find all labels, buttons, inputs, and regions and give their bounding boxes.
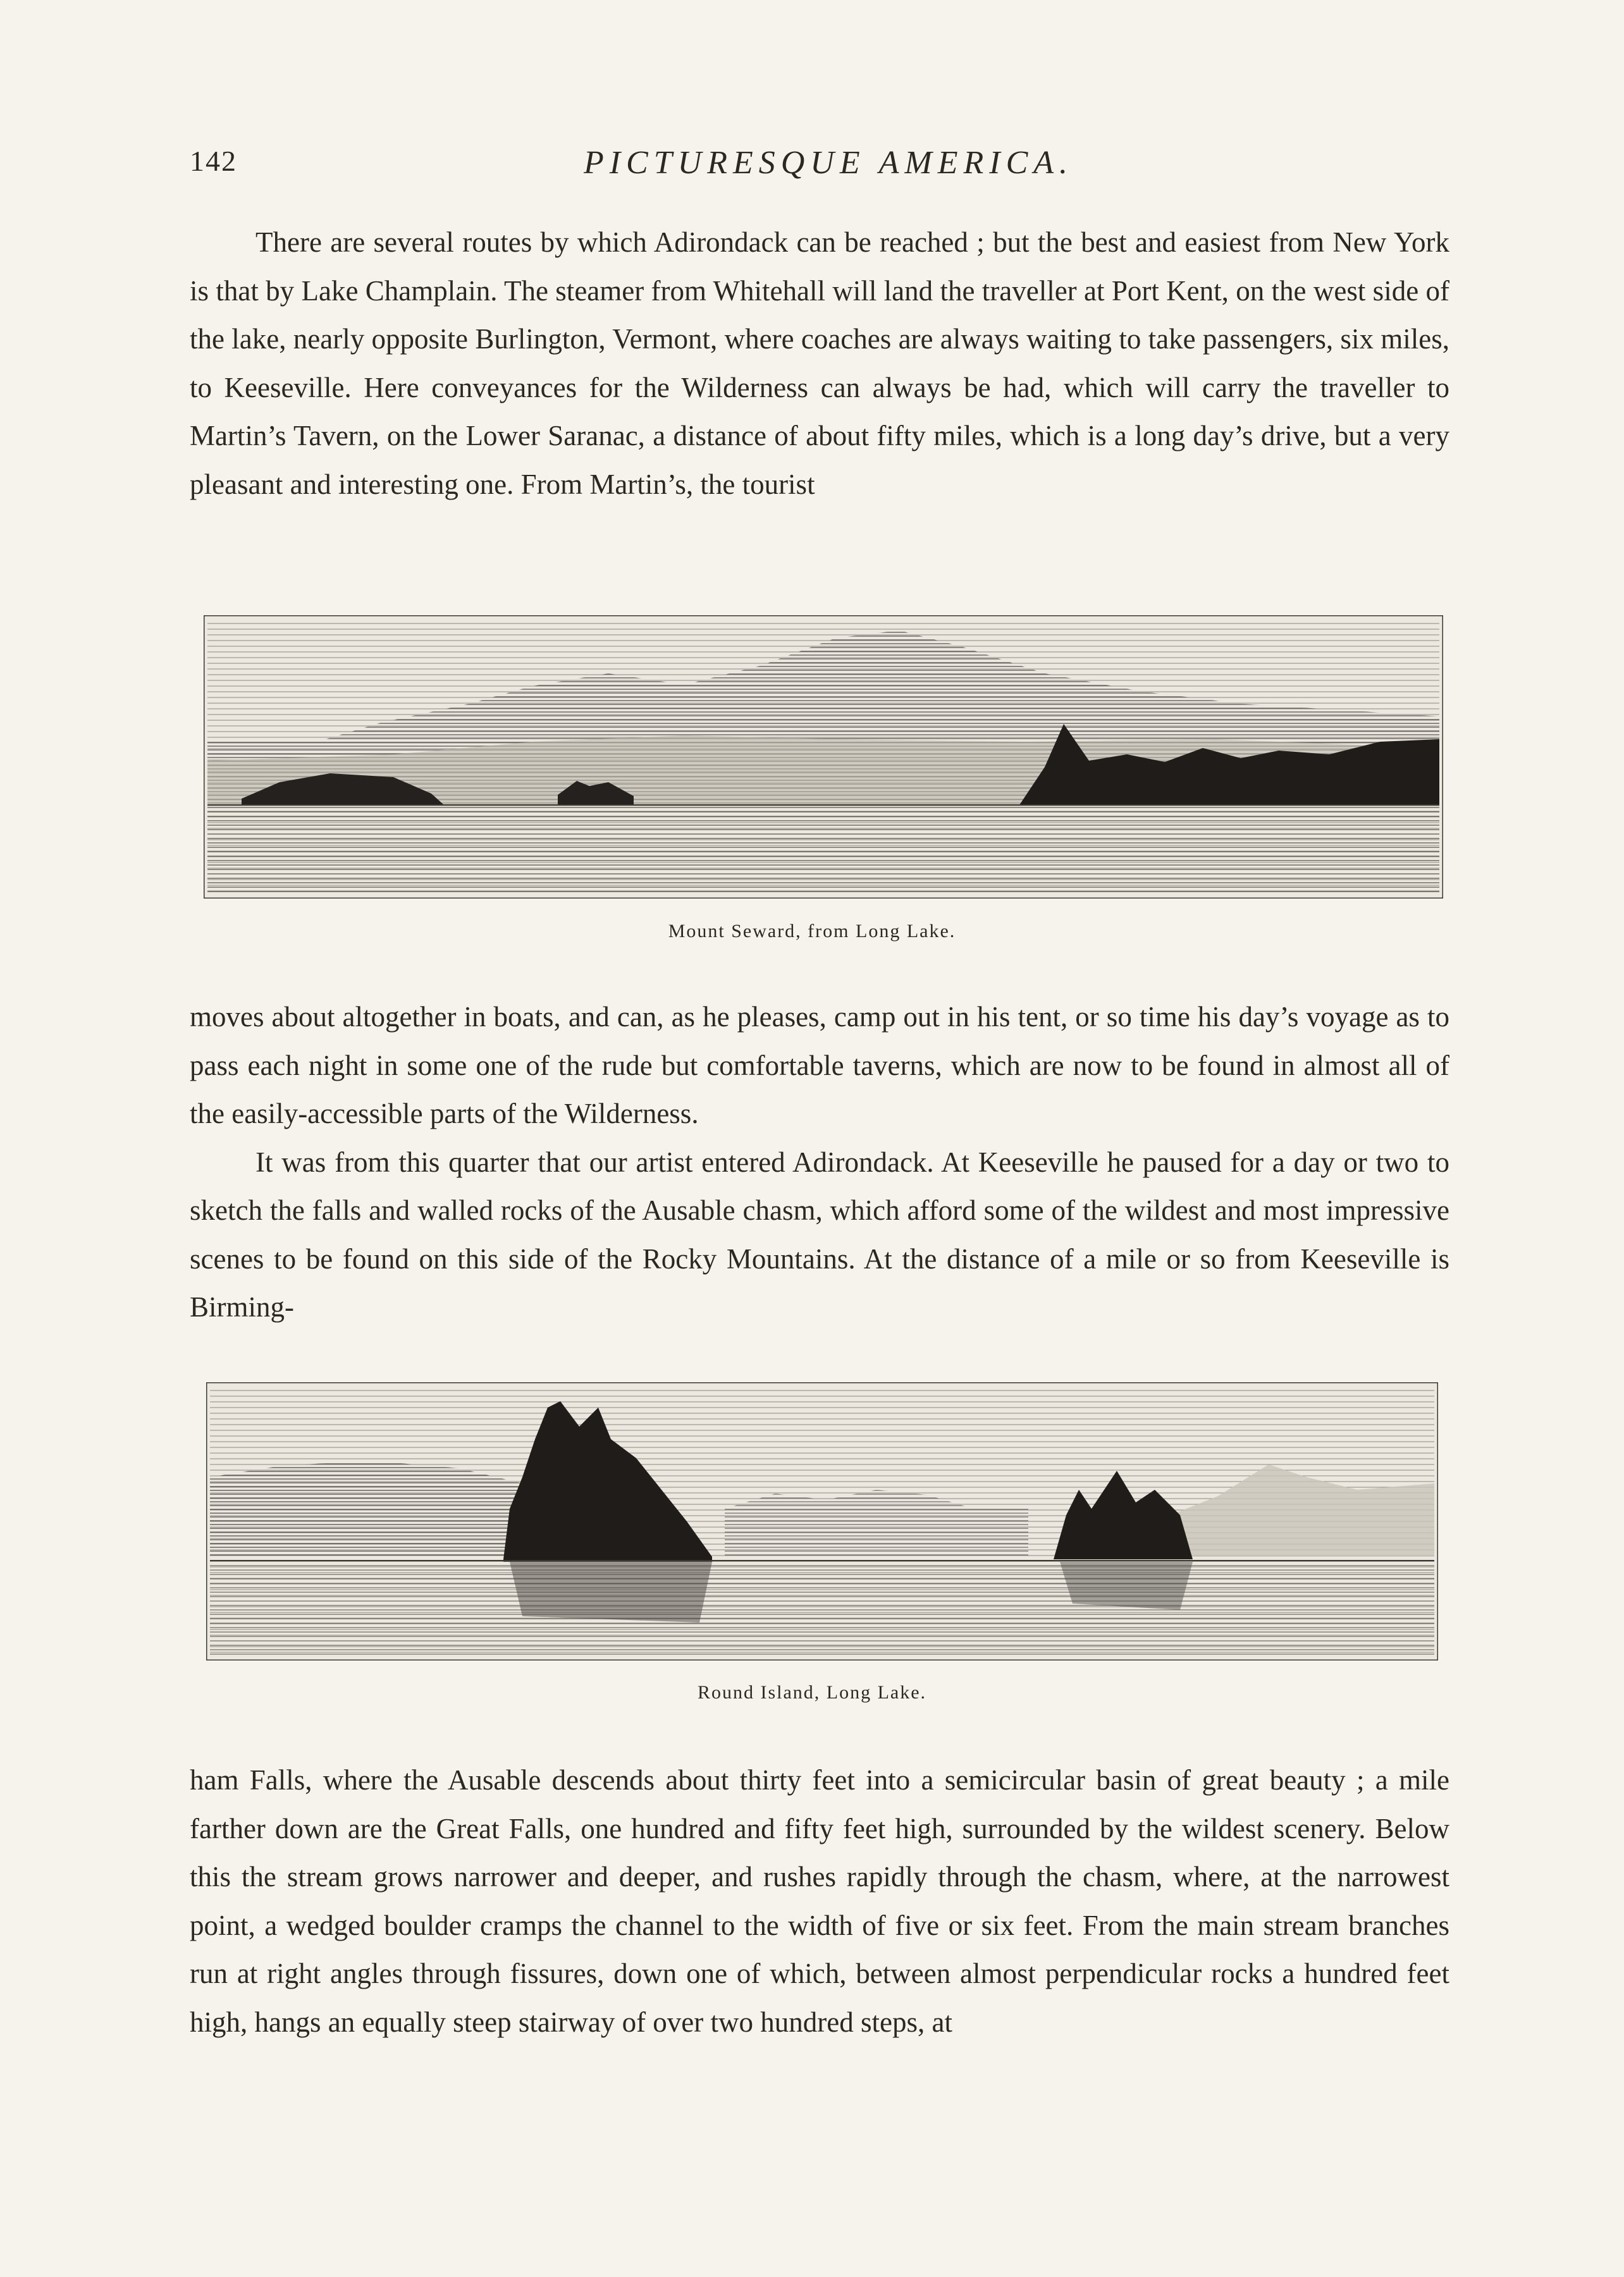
engraving-round-island [206, 1382, 1438, 1660]
paragraph-1: There are several routes by which Adirondack can be reached ; but the best and easiest from New York is that by Lake Champlain. The steamer from Whitehall will land the traveller at Port Kent, on the west side of the lake, nearly opposite Burlington, Vermont, where coaches are always waiting to take passengers, six miles, to Keeseville. Here conveyances for the Wilderness can always be had, which will carry the traveller to Martin’s Tavern, on the Lower Saranac, a distance of about fifty miles, which is a long day’s drive, but a very pleasant and interesting one. From Martin’s, the tourist [190, 226, 1449, 500]
text-block-1 [190, 218, 1449, 508]
paragraph-3: It was from this quarter that our artist entered Adirondack. At Keeseville he paused for a day or two to sketch the falls and walled rocks of the Ausable chasm, which afford some of the wildest and most impressive scenes to be found on this side of the Rocky Mountains. At the distance of a mile or so from Keeseville is Birming- [190, 1146, 1449, 1323]
caption-mount-seward: Mount Seward, from Long Lake. [668, 921, 956, 942]
page-header [190, 144, 1467, 188]
caption-round-island: Round Island, Long Lake. [697, 1682, 927, 1703]
paragraph-2: moves about altogether in boats, and can, as he pleases, camp out in his tent, or so time his day’s voyage as to pass each night in some one of the rude but comfortable taverns, which are now to be found in almost all of the easily-accessible parts of the Wilderness. [190, 1001, 1449, 1129]
text-block-2 [190, 993, 1449, 1332]
text-block-3 [190, 1756, 1449, 2046]
page-number: 142 [190, 145, 237, 177]
paragraph-4: ham Falls, where the Ausable descends about thirty feet into a semicircular basin of great beauty ; a mile farther down are the Great Falls, one hundred and fifty feet high, surrounded by the wildest scenery. Below this the stream grows narrower and deeper, and rushes rapidly through the chasm, where, at the narrowest point, a wedged boulder cramps the channel to the width of five or six feet. From the main stream branches run at right angles through fissures, down one of which, between almost perpendicular rocks a hundred feet high, hangs an equally steep stairway of over two hundred steps, at [190, 1764, 1449, 2038]
engraving-mount-seward [204, 615, 1443, 899]
running-title: PICTURESQUE AMERICA. [583, 145, 1074, 181]
